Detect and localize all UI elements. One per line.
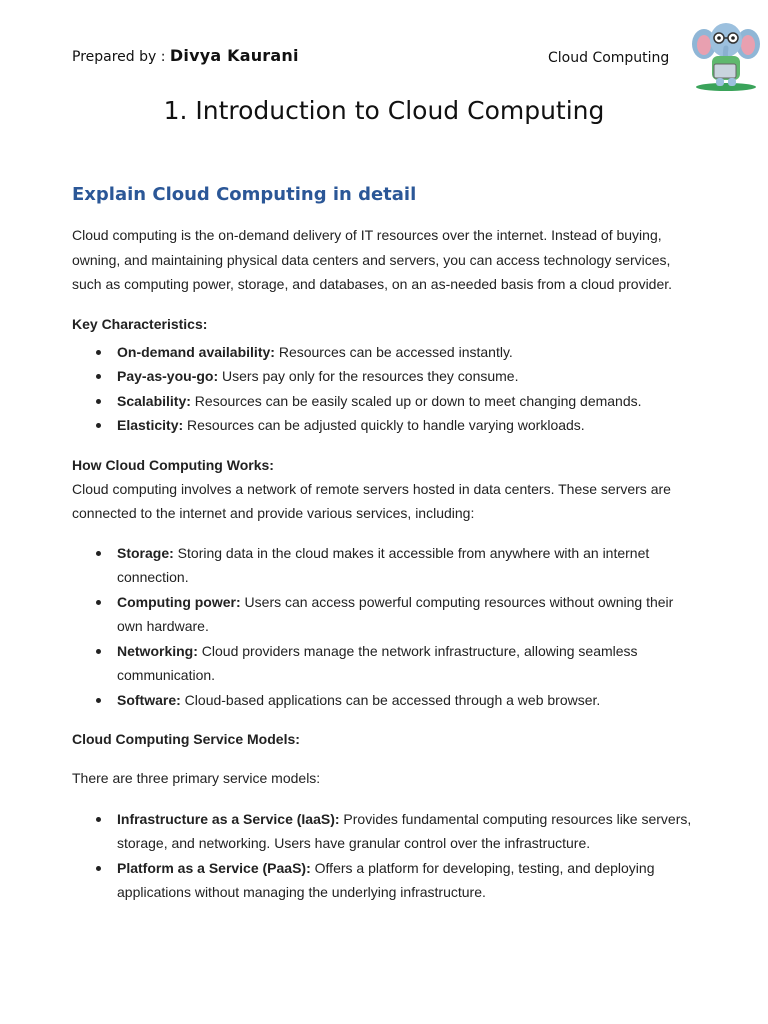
service-models-list	[72, 807, 702, 905]
how-it-works-list	[72, 541, 702, 713]
intro-paragraph: Cloud computing is the on-demand delivery of IT resources over the internet. Instead of buying, owning, and maintaining physical data centers and servers, you can access technology services, such as computing power, storage, and databases, on an as-needed basis from a cloud provider.	[72, 227, 673, 292]
page-title: 1. Introduction to Cloud Computing	[163, 96, 605, 125]
header-subject: Cloud Computing	[548, 50, 670, 66]
list-item-text: Resources can be easily scaled up or down to meet changing demands.	[190, 392, 642, 409]
list-item-term: Infrastructure as a Service (IaaS):	[117, 810, 340, 827]
section-heading: Explain Cloud Computing in detail	[72, 184, 417, 205]
list-item-term: Computing power:	[117, 593, 241, 610]
list-item-text: Cloud-based applications can be accessed through a web browser.	[180, 691, 601, 708]
how-it-works-paragraph: Cloud computing involves a network of remote servers hosted in data centers. These servers are connected to the internet and provide various services, including:	[72, 480, 671, 521]
list-item-text: Offers a platform for developing, testing, and deploying applications without managing the underlying infrastructure.	[117, 859, 655, 900]
list-item	[117, 364, 702, 389]
list-item	[117, 688, 702, 713]
list-item	[117, 639, 702, 688]
list-item-text: Resources can be adjusted quickly to handle varying workloads.	[183, 417, 585, 433]
list-item	[117, 340, 702, 365]
list-item	[117, 541, 702, 590]
list-item-term: Networking:	[117, 642, 198, 659]
list-item	[117, 413, 702, 438]
key-characteristics-heading: Key Characteristics:	[72, 315, 208, 332]
list-item-term: On-demand availability:	[117, 343, 275, 360]
list-item-text: Provides fundamental computing resources like servers, storage, and networking. Users have granular control over the infrastructure.	[117, 810, 692, 851]
list-item	[117, 807, 702, 856]
list-item	[117, 389, 702, 414]
list-item-term: Pay-as-you-go:	[117, 368, 219, 384]
list-item	[117, 856, 702, 905]
list-item-text: Users pay only for the resources they consume.	[218, 368, 519, 384]
list-item-text: Storing data in the cloud makes it accessible from anywhere with an internet connection.	[117, 544, 650, 585]
author-name: Divya Kaurani	[169, 46, 299, 65]
list-item	[117, 590, 702, 639]
prepared-by-label: Prepared by :	[72, 49, 166, 65]
service-models-paragraph: There are three primary service models:	[72, 770, 321, 786]
header-prepared-by	[72, 46, 299, 65]
list-item-term: Platform as a Service (PaaS):	[117, 859, 311, 876]
key-characteristics-list	[72, 340, 702, 438]
list-item-text: Cloud providers manage the network infrastructure, allowing seamless communication.	[117, 642, 638, 683]
list-item-term: Elasticity:	[117, 417, 184, 433]
list-item-text: Users can access powerful computing resources without owning their own hardware.	[117, 593, 674, 634]
list-item-term: Software:	[117, 691, 181, 708]
list-item-term: Storage:	[117, 544, 174, 561]
elephant-with-laptop-icon	[690, 18, 762, 92]
how-it-works-heading: How Cloud Computing Works:	[72, 456, 274, 473]
list-item-text: Resources can be accessed instantly.	[274, 343, 513, 360]
service-models-heading: Cloud Computing Service Models:	[72, 731, 300, 747]
document-body	[72, 181, 702, 905]
list-item-term: Scalability:	[117, 392, 191, 409]
